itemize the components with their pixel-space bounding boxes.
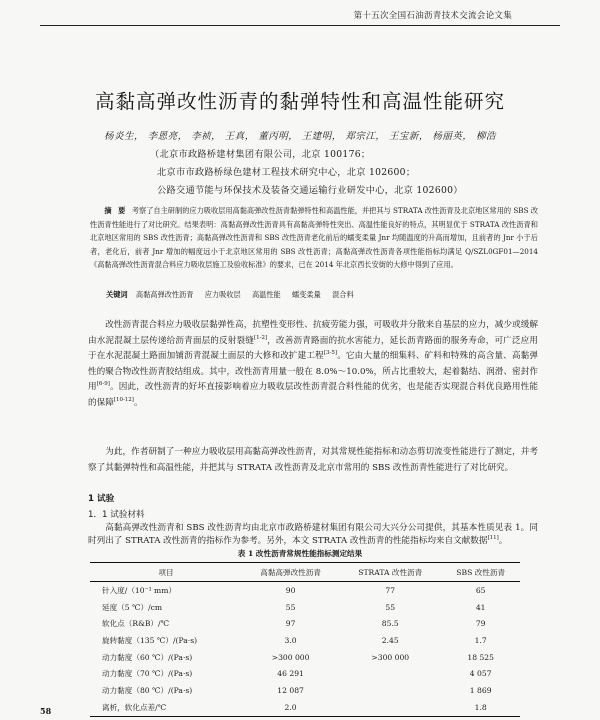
table-cell: 1.8: [441, 699, 520, 716]
abstract-label: 摘 要: [104, 206, 128, 215]
table-row: [90, 699, 520, 716]
body-paragraph: 改性沥青混合料应力吸收层黏弹性高，抗塑性变形性、抗疲劳能力强，可吸收并分散来自基层的应力，减少或缓解由水泥混凝土层传递给沥青面层的反射裂缝[1-2]，改善沥青路面的抗水害能力，延长沥青路面的服务寿命，可广泛应用于在水泥混凝土路面加铺沥青混凝土面层的大修和改扩建工程[3-5]。它由大量的细集料、矿料和特殊的高含量、高黏弹性的聚合物改性沥青胶结组成。其中，改性沥青用量一般在 8.0%～10.0%，所占比重较大，起着黏结、润滑、密封作用[6-9]。因此，改性沥青的好坏直接影响着应力吸收层改性沥青混合料性能的优劣，也是能否实现混合料优良路用性能的保障[10-12]。: [88, 320, 538, 408]
table-row: [90, 682, 520, 699]
table-cell: [339, 682, 441, 699]
table-cell: 55: [285, 602, 296, 612]
author: 杨丽英: [432, 131, 463, 142]
table-row: [90, 632, 520, 649]
author: 杨炎生: [104, 131, 135, 142]
table-cell: 动力黏度（80 ℃）/(Pa·s): [102, 685, 193, 695]
table-cell: 85.5: [381, 619, 399, 629]
table-cell: >300 000: [271, 652, 310, 662]
table-header: SBS 改性沥青: [441, 563, 520, 582]
table-cell: 2.45: [381, 635, 399, 645]
table-cell: 46 291: [277, 669, 304, 679]
keyword: 蠕变柔量: [292, 290, 321, 299]
table-header-row: [90, 563, 520, 582]
table-cell: 18 525: [467, 652, 494, 662]
table-cell: 动力黏度（70 ℃）/(Pa·s): [102, 669, 193, 679]
running-head: 第十五次全国石油沥青技术交流会论文集: [40, 6, 560, 26]
abstract-text: 考察了自主研制的应力吸收层用高黏高弹改性沥青黏弹特性和高温性能，并把其与 STRATA 改性沥青及北京地区常用的 SBS 改性沥青性能进行了对比研究。结果表明：高黏高弹改性沥青具有高黏高弹特性突出、高温性能良好的特点，其明显优于 STRATA 改性沥青和北京地区常用的 SBS 改性沥青；高黏高弹改性沥青和 SBS 改性沥青老化前后的蠕变柔量 Jnr 均随温度的升高而增加，且前者的 Jnr 小于后者，老化后，前者 Jnr 增加的幅度远小于北京地区常用的 SBS 改性沥青；高黏高弹改性沥青各项性能指标均满足 Q/SZL0GF01—2014《高黏高弹改性沥青混合料应力吸收层施工及验收标准》的要求，已在 2014 年北京西长安街的大修中得到了应用。: [90, 206, 538, 270]
table-cell: 55: [385, 602, 396, 612]
keyword: 应力吸收层: [204, 290, 241, 299]
author: 董丙明: [258, 131, 289, 142]
table-cell: 3.0: [284, 635, 297, 645]
table-cell: 12 087: [277, 685, 304, 695]
page-number: 58: [40, 706, 52, 716]
table-cell: 41: [475, 602, 486, 612]
table-cell: >300 000: [371, 652, 410, 662]
table-cell: 软化点（R&B）/℃: [102, 619, 170, 629]
table-cell: 离析，软化点差/℃: [90, 699, 242, 716]
keywords-label: 关键词: [106, 290, 128, 299]
table-cell: 65: [475, 585, 486, 595]
body-paragraph: 高黏高弹改性沥青和 SBS 改性沥青均由北京市政路桥建材集团有限公司大兴分公司提供，其基本性质见表 1。同时列出了 STRATA 改性沥青的指标作为参考。另外，本文 STRATA 改性沥青的性能指标均来自文献数据[11]。: [88, 523, 538, 546]
table-cell: 79: [475, 619, 486, 629]
keyword: 混合料: [332, 290, 354, 299]
author: 王建明: [301, 131, 332, 142]
affiliation-line: （北京市政路桥建材集团有限公司，北京 100176；: [150, 149, 371, 160]
paper-title: 高黏高弹改性沥青的黏弹特性和高温性能研究: [94, 90, 505, 113]
properties-table: [90, 562, 520, 717]
table-caption: 表 1 改性沥青常规性能指标测定结果: [237, 549, 363, 558]
table-cell: 延度（5 ℃）/cm: [102, 602, 163, 612]
abstract: [90, 204, 538, 272]
body-paragraph: 为此，作者研制了一种应力吸收层用高黏高弹改性沥青，对其常规性能指标和动态剪切流变性能进行了测定，并考察了其黏弹特性和高温性能，并把其与 STRATA 改性沥青及北京市常用的 SBS 改性沥青性能进行了对比研究。: [88, 447, 538, 473]
author: 王宝新: [388, 131, 419, 142]
table-cell: 77: [385, 585, 396, 595]
affiliation-line: 公路交通节能与环保技术及装备交通运输行业研发中心，北京 102600）: [157, 185, 463, 196]
affiliation-line: 北京市市政路桥绿色建材工程技术研究中心，北京 102600；: [157, 167, 416, 178]
author: 李祯: [191, 131, 212, 142]
author-list: 杨炎生， 李恩亮， 李祯， 王真， 董丙明， 王建明， 郑宗江， 王宝新， 杨丽英， 柳浩: [104, 131, 496, 142]
table-cell: 97: [285, 619, 296, 629]
table-cell: 动力黏度（60 ℃）/(Pa·s): [102, 652, 193, 662]
table-row: [90, 665, 520, 682]
table-cell: [339, 699, 441, 716]
section-heading: 1 试验: [88, 494, 115, 504]
subsection-heading: 1．1 试验材料: [88, 510, 145, 520]
citation: [11]: [487, 534, 499, 541]
citation: [10-12]: [113, 396, 134, 403]
table-row: [90, 599, 520, 616]
table-header: 高黏高弹改性沥青: [242, 563, 339, 582]
author: 李恩亮: [147, 131, 178, 142]
table-cell: 针入度/（10⁻¹ mm）: [102, 585, 177, 595]
table-cell: 4 057: [469, 669, 492, 679]
table-header: STRATA 改性沥青: [339, 563, 441, 582]
author: 王真: [224, 131, 245, 142]
author: 郑宗江: [345, 131, 376, 142]
table-cell: 1 869: [469, 685, 492, 695]
citation: [3-5]: [323, 350, 338, 357]
citation: [1-2]: [254, 334, 268, 341]
author: 柳浩: [475, 131, 496, 142]
table-cell: 90: [285, 585, 296, 595]
table-row: [90, 649, 520, 666]
citation: [6-9]: [96, 381, 110, 388]
table-row: [90, 615, 520, 632]
keyword: 高黏高弹改性沥青: [135, 290, 194, 299]
table-cell: 旋转黏度（135 ℃）/(Pa·s): [102, 635, 198, 645]
table-cell: 1.7: [474, 635, 487, 645]
keywords: [106, 290, 363, 300]
table-cell: 2.0: [242, 699, 339, 716]
table-header: 项目: [90, 563, 242, 582]
table-cell: [339, 665, 441, 682]
table-row: [90, 582, 520, 599]
keyword: 高温性能: [251, 290, 281, 299]
